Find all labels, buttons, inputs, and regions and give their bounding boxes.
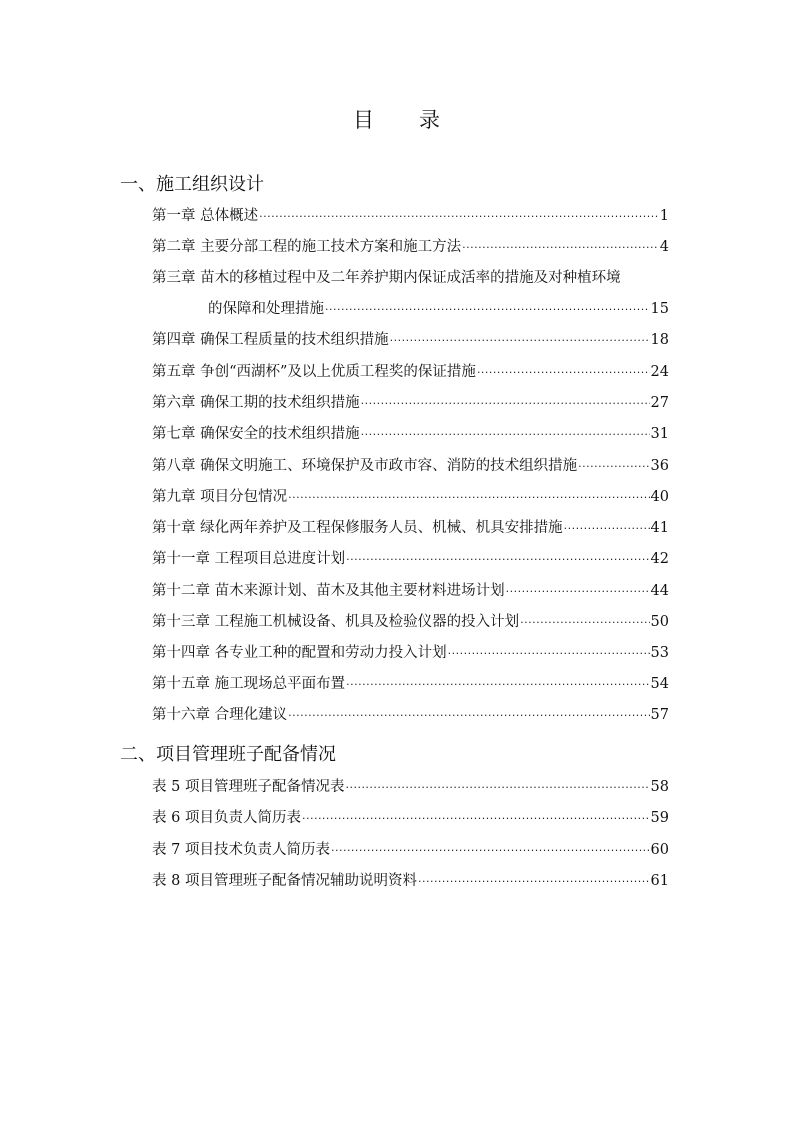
entry-title: 第十六章 合理化建议 <box>152 707 288 723</box>
dot-leader <box>578 456 649 478</box>
entry-page-number: 54 <box>650 676 669 692</box>
entry-title: 表 6 项目负责人简历表 <box>152 810 301 826</box>
entry-page-number: 27 <box>650 395 669 411</box>
entry-title: 表 7 项目技术负责人简历表 <box>152 842 330 858</box>
entry-title: 表 5 项目管理班子配备情况表 <box>152 779 345 795</box>
entry-title: 第六章 确保工期的技术组织措施 <box>152 395 360 411</box>
toc-entry[interactable] <box>152 704 669 726</box>
entry-title: 表 8 项目管理班子配备情况辅助说明资料 <box>152 873 417 889</box>
toc-entry[interactable] <box>152 267 669 289</box>
dot-leader <box>288 487 649 509</box>
dot-leader <box>390 330 650 352</box>
toc-entry[interactable] <box>152 673 669 695</box>
entry-page-number: 42 <box>650 551 669 567</box>
dot-leader <box>331 840 650 862</box>
toc-entry[interactable] <box>152 455 669 477</box>
toc-entry[interactable] <box>152 548 669 570</box>
dot-leader <box>462 237 659 259</box>
dot-leader <box>302 808 650 830</box>
entry-title: 第五章 争创“西湖杯”及以上优质工程奖的保证措施 <box>152 364 476 380</box>
dot-leader <box>477 362 650 384</box>
entry-title: 第八章 确保文明施工、环境保护及市政市容、消防的技术组织措施 <box>152 458 578 474</box>
entry-page-number: 60 <box>650 842 669 858</box>
dot-leader <box>346 674 649 696</box>
toc-entry[interactable] <box>152 611 669 633</box>
toc-entry[interactable] <box>152 423 669 445</box>
toc-entry[interactable] <box>152 205 669 227</box>
entry-title: 第二章 主要分部工程的施工技术方案和施工方法 <box>152 239 462 255</box>
entry-page-number: 18 <box>650 332 669 348</box>
toc-title-char-2: 录 <box>419 108 441 132</box>
toc-title <box>0 104 794 134</box>
dot-leader <box>361 424 650 446</box>
entry-page-number: 41 <box>650 520 669 536</box>
entry-title: 第十一章 工程项目总进度计划 <box>152 551 346 567</box>
toc-entry[interactable] <box>152 870 669 892</box>
toc-entry-continuation[interactable] <box>208 298 669 320</box>
entry-title: 第十四章 各专业工种的配置和劳动力投入计划 <box>152 645 447 661</box>
entry-page-number: 1 <box>659 208 669 224</box>
entry-page-number: 61 <box>650 873 669 889</box>
entry-title: 第十二章 苗木来源计划、苗木及其他主要材料进场计划 <box>152 583 505 599</box>
dot-leader <box>325 299 650 321</box>
entry-title: 第四章 确保工程质量的技术组织措施 <box>152 332 389 348</box>
section-heading-construction-design: 一、施工组织设计 <box>120 174 264 195</box>
dot-leader <box>361 393 650 415</box>
entry-page-number: 59 <box>650 810 669 826</box>
entry-title: 第一章 总体概述 <box>152 208 259 224</box>
entry-title: 第九章 项目分包情况 <box>152 489 288 505</box>
dot-leader <box>259 206 659 228</box>
dot-leader <box>520 612 649 634</box>
entry-page-number: 15 <box>650 301 669 317</box>
entry-page-number: 40 <box>650 489 669 505</box>
toc-entry[interactable] <box>152 807 669 829</box>
toc-entry[interactable] <box>152 236 669 258</box>
dot-leader <box>288 705 649 727</box>
entry-title: 第三章 苗木的移植过程中及二年养护期内保证成活率的措施及对种植环境 <box>152 270 621 286</box>
entry-page-number: 4 <box>659 239 669 255</box>
dot-leader <box>448 643 650 665</box>
entry-page-number: 31 <box>650 426 669 442</box>
toc-entry[interactable] <box>152 486 669 508</box>
entry-page-number: 57 <box>650 707 669 723</box>
toc-entry[interactable] <box>152 361 669 383</box>
entry-page-number: 53 <box>650 645 669 661</box>
dot-leader <box>564 518 650 540</box>
section-heading-project-team: 二、项目管理班子配备情况 <box>120 744 336 765</box>
toc-entry[interactable] <box>152 580 669 602</box>
dot-leader <box>345 777 649 799</box>
entry-title: 第十章 绿化两年养护及工程保修服务人员、机械、机具安排措施 <box>152 520 563 536</box>
toc-entry[interactable] <box>152 517 669 539</box>
toc-title-char-1: 目 <box>353 108 375 132</box>
dot-leader <box>418 871 650 893</box>
entry-page-number: 24 <box>650 364 669 380</box>
dot-leader <box>506 581 650 603</box>
toc-entry[interactable] <box>152 392 669 414</box>
entry-title: 第七章 确保安全的技术组织措施 <box>152 426 360 442</box>
entry-title: 第十三章 工程施工机械设备、机具及检验仪器的投入计划 <box>152 614 520 630</box>
entry-title: 的保障和处理措施 <box>208 301 324 317</box>
entry-page-number: 44 <box>650 583 669 599</box>
entry-title: 第十五章 施工现场总平面布置 <box>152 676 346 692</box>
toc-entry[interactable] <box>152 642 669 664</box>
entry-page-number: 36 <box>650 458 669 474</box>
entry-page-number: 58 <box>650 779 669 795</box>
toc-entry[interactable] <box>152 329 669 351</box>
toc-entry[interactable] <box>152 776 669 798</box>
toc-entry[interactable] <box>152 839 669 861</box>
entry-page-number: 50 <box>650 614 669 630</box>
dot-leader <box>346 549 649 571</box>
